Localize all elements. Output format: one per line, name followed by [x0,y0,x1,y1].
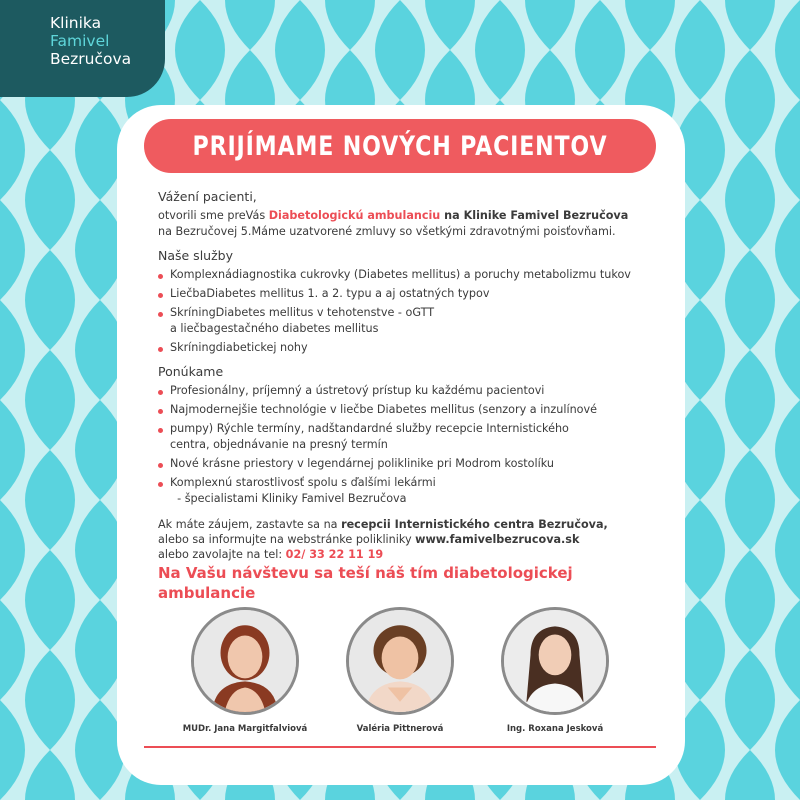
greeting: Vážení pacienti, [158,189,257,204]
avatar [346,607,454,715]
headline-title: PRIJÍMAME NOVÝCH PACIENTOV [192,130,608,162]
team-member [165,607,325,734]
welcome-line-1: Na Vašu návštevu sa teší náš tím diabetologickej [158,564,573,582]
offer-list [158,383,658,507]
clinic-logo [0,0,165,97]
offer-title: Ponúkame [158,364,224,379]
member-name: MUDr. Jana Margitfalviová [182,724,308,734]
contact-text: alebo sa informujte na webstránke polikliniky [158,533,416,546]
list-item-continuation [158,491,658,507]
bullet-icon [158,293,163,298]
bullet-icon [158,274,163,279]
bullet-icon [158,390,163,395]
list-item-text: Komplexnú starostlivosť spolu s ďalšími lekármi [170,476,436,489]
team-section [0,607,800,742]
list-item-text: Profesionálny, príjemný a ústretový prístup ku každému pacientovi [170,384,545,397]
services-title: Naše služby [158,248,233,263]
bullet-icon [158,482,163,487]
logo-line-3: Bezručova [50,50,132,68]
intro-text-a: otvorili sme preVás [158,209,269,222]
person-photo-icon [504,610,606,712]
list-item-text: SkríningDiabetes mellitus v tehotenstve - oGTT [170,306,435,319]
logo-line-1: Klinika [50,14,102,32]
list-item [158,267,658,283]
contact-line-1 [158,517,658,532]
website-link[interactable]: www.famivelbezrucova.sk [415,533,580,546]
welcome-line-2: ambulancie [158,584,256,602]
list-item-continuation [158,437,658,453]
person-photo-icon [194,610,296,712]
phone-number[interactable]: 02/ 33 22 11 19 [285,548,384,561]
list-item [158,402,658,418]
contact-line-2 [158,532,658,547]
list-item [158,340,658,356]
avatar [191,607,299,715]
bullet-icon [158,409,163,414]
list-item-text: pumpy) Rýchle termíny, nadštandardné služby recepcie Internistického [170,422,569,435]
reception-name: recepcii Internistického centra Bezručova, [341,518,608,531]
bullet-icon [158,463,163,468]
team-member [475,607,635,734]
headline-banner [144,119,656,173]
list-item [158,456,658,472]
list-item [158,305,658,321]
avatar [501,607,609,715]
logo-line-2: Famivel [50,32,110,50]
bullet-icon [158,428,163,433]
team-member [320,607,480,734]
bullet-icon [158,312,163,317]
list-item-text: a liečbagestačného diabetes mellitus [170,322,379,335]
list-item [158,383,658,399]
list-item-text: Skríningdiabetickej nohy [170,341,308,354]
intro-line-2: na Bezručovej 5.Máme uzatvorené zmluvy so všetkými zdravotnými poisťovňami. [158,225,616,238]
intro-highlight: Diabetologickú ambulanciu [268,209,441,222]
contact-text: alebo zavolajte na tel: [158,548,286,561]
list-item-text: Komplexnádiagnostika cukrovky (Diabetes mellitus) a poruchy metabolizmu tukov [170,268,631,281]
list-item-text: Nové krásne priestory v legendárnej poliklinike pri Modrom kostolíku [170,457,554,470]
list-item-text: - špecialistami Kliniky Famivel Bezručova [170,492,407,505]
announcement-body [158,189,658,602]
member-name: Ing. Roxana Jesková [506,724,604,734]
list-item [158,286,658,302]
list-item-text: Najmodernejšie technológie v liečbe Diabetes mellitus (senzory a inzulínové [170,403,598,416]
person-photo-icon [349,610,451,712]
list-item [158,475,658,491]
divider [144,746,656,748]
member-name: Valéria Pittnerová [356,724,444,734]
contact-line-3 [158,547,658,562]
list-item-text: LiečbaDiabetes mellitus 1. a 2. typu a aj ostatných typov [170,287,490,300]
list-item-text: centra, objednávanie na presný termín [170,438,388,451]
bullet-icon [158,347,163,352]
list-item-continuation [158,321,658,337]
intro-text-c: na Klinike Famivel Bezručova [440,209,629,222]
services-list [158,267,658,356]
intro-line-1 [158,208,658,224]
list-item [158,421,658,437]
contact-info [158,517,658,602]
contact-text: Ak máte záujem, zastavte sa na [158,518,342,531]
